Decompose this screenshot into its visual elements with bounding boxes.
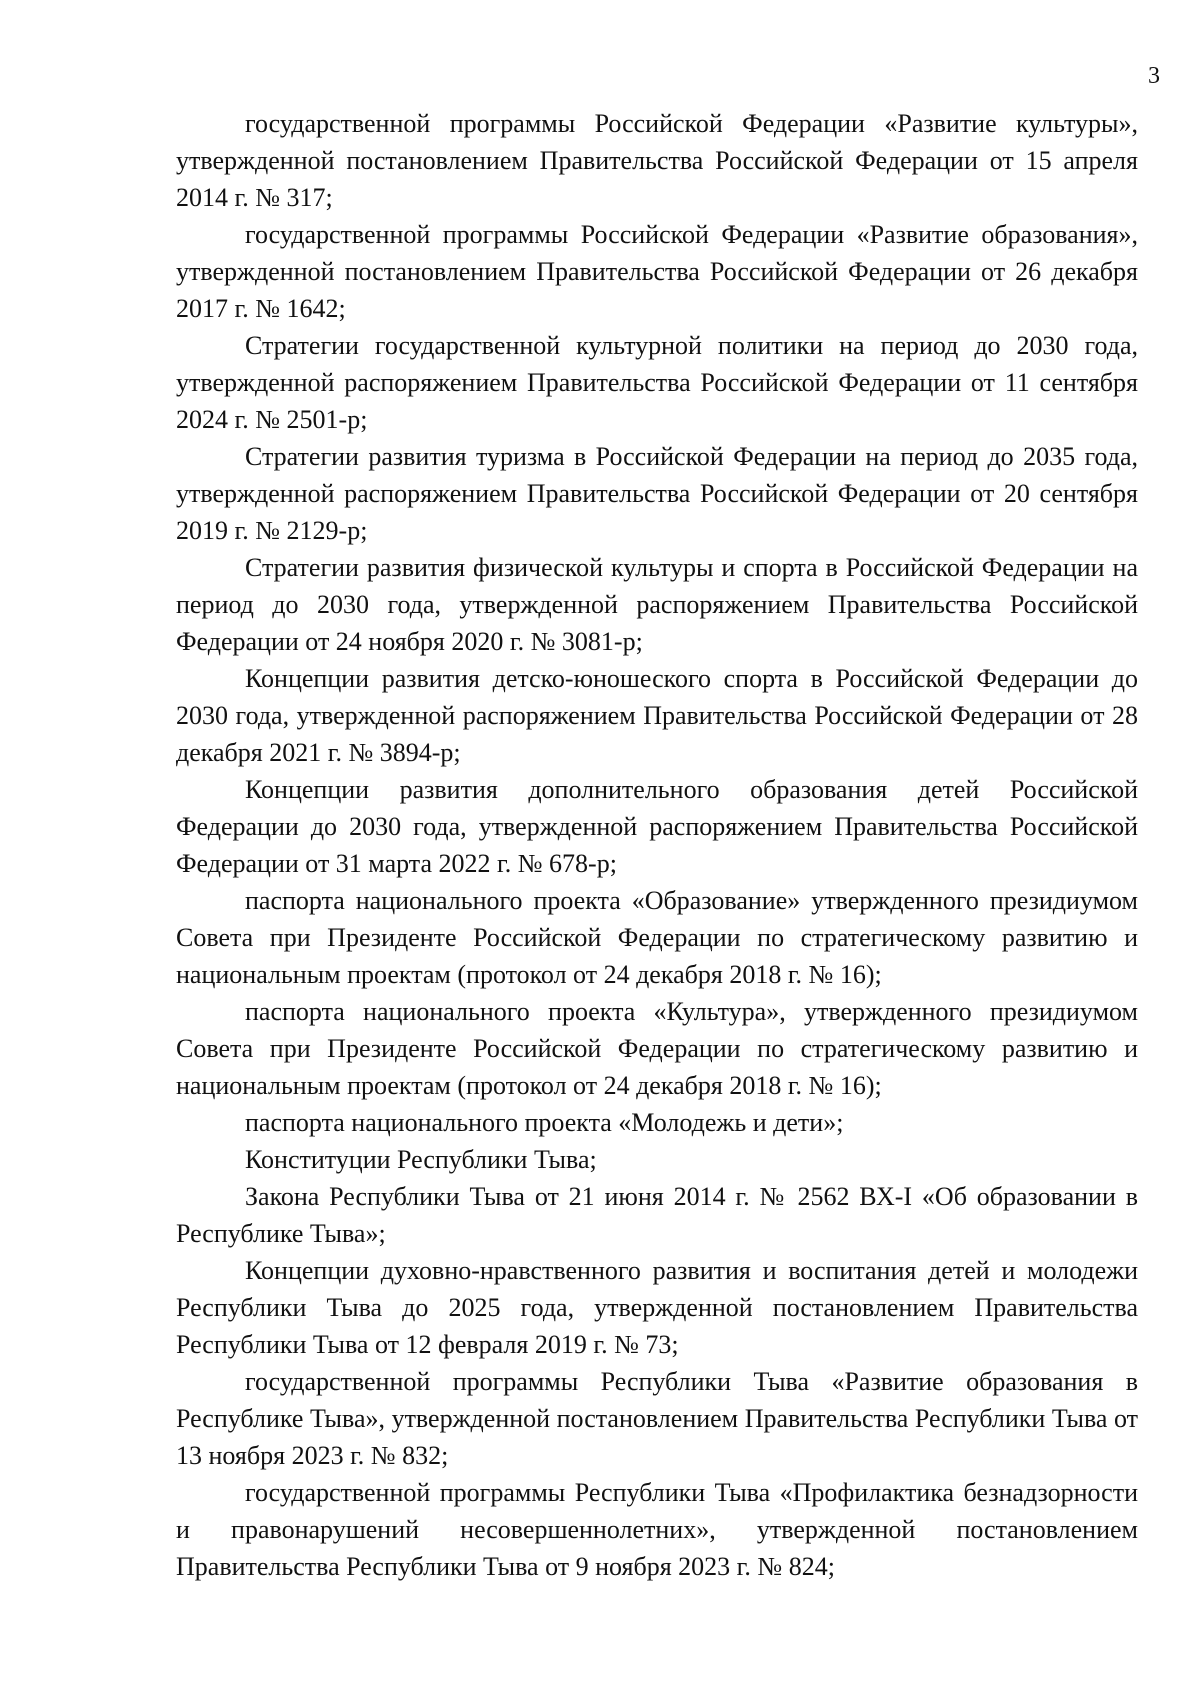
paragraph-tyva-program-education: государственной программы Республики Тыва «Развитие образования в Республике Тыва», утвержденной постановлением Правительства Республики Тыва от 13 ноября 2023 г. № 832; (176, 1367, 1138, 1470)
paragraph-concept-additional-education: Концепции развития дополнительного образования детей Российской Федерации до 2030 года, утвержденной распоряжением Правительства Российской Федерации от 31 марта 2022 г. № 678-р; (176, 775, 1138, 878)
paragraph-concept-moral-development: Концепции духовно-нравственного развития и воспитания детей и молодежи Республики Тыва до 2025 года, утвержденной постановлением Правительства Республики Тыва от 12 февраля 2019 г. № 73; (176, 1256, 1138, 1359)
paragraph-law-education-tyva: Закона Республики Тыва от 21 июня 2014 г. № 2562 ВХ-I «Об образовании в Республике Тыва»; (176, 1182, 1138, 1248)
paragraph-tyva-program-prevention: государственной программы Республики Тыва «Профилактика безнадзорности и правонарушений несовершеннолетних», утвержденной постановлением Правительства Республики Тыва от 9 ноября 2023 г. № 824; (176, 1478, 1138, 1581)
paragraph-strategy-tourism: Стратегии развития туризма в Российской Федерации на период до 2035 года, утвержденной распоряжением Правительства Российской Федерации от 20 сентября 2019 г. № 2129-р; (176, 442, 1138, 545)
paragraph-concept-youth-sport: Концепции развития детско-юношеского спорта в Российской Федерации до 2030 года, утвержденной распоряжением Правительства Российской Федерации от 28 декабря 2021 г. № 3894-р; (176, 664, 1138, 767)
paragraph-passport-education: паспорта национального проекта «Образование» утвержденного президиумом Совета при Президенте Российской Федерации по стратегическому развитию и национальным проектам (протокол от 24 декабря 2018 г. № 16); (176, 886, 1138, 989)
paragraph-state-program-culture: государственной программы Российской Федерации «Развитие культуры», утвержденной постановлением Правительства Российской Федерации от 15 апреля 2014 г. № 317; (176, 109, 1138, 212)
paragraph-strategy-sport: Стратегии развития физической культуры и спорта в Российской Федерации на период до 2030 года, утвержденной распоряжением Правительства Российской Федерации от 24 ноября 2020 г. № 3081-р; (176, 553, 1138, 656)
paragraph-passport-culture: паспорта национального проекта «Культура», утвержденного президиумом Совета при Президенте Российской Федерации по стратегическому развитию и национальным проектам (протокол от 24 декабря 2018 г. № 16); (176, 997, 1138, 1100)
page-number: 3 (1148, 63, 1160, 89)
document-body (176, 105, 1138, 1585)
paragraph-state-program-education: государственной программы Российской Федерации «Развитие образования», утвержденной постановлением Правительства Российской Федерации от 26 декабря 2017 г. № 1642; (176, 220, 1138, 323)
paragraph-passport-youth: паспорта национального проекта «Молодежь и дети»; (245, 1108, 844, 1137)
paragraph-constitution-tyva: Конституции Республики Тыва; (245, 1145, 597, 1174)
paragraph-strategy-cultural-policy: Стратегии государственной культурной политики на период до 2030 года, утвержденной распоряжением Правительства Российской Федерации от 11 сентября 2024 г. № 2501-р; (176, 331, 1138, 434)
